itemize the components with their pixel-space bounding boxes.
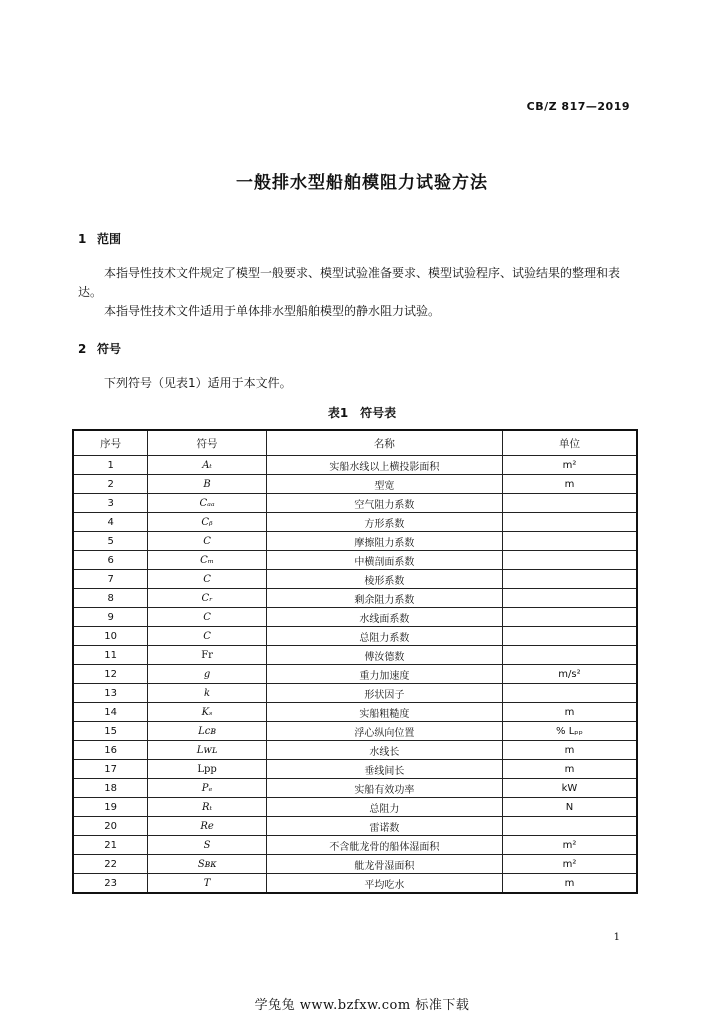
row-unit: m bbox=[502, 874, 637, 894]
table-row bbox=[73, 551, 637, 570]
row-index: 15 bbox=[73, 722, 148, 741]
header-symbol: 符号 bbox=[148, 430, 267, 456]
row-symbol: Aₜ bbox=[148, 456, 267, 475]
row-unit: m² bbox=[502, 456, 637, 475]
section-heading-symbols bbox=[78, 340, 121, 357]
row-symbol: S bbox=[148, 836, 267, 855]
row-index: 7 bbox=[73, 570, 148, 589]
row-symbol: Cᵦ bbox=[148, 513, 267, 532]
row-name: 雷诺数 bbox=[266, 817, 502, 836]
scope-paragraph-2: 本指导性技术文件适用于单体排水型船舶模型的静水阻力试验。 bbox=[104, 304, 441, 318]
table-row bbox=[73, 456, 637, 475]
row-symbol: Cᵣ bbox=[148, 589, 267, 608]
table-row bbox=[73, 532, 637, 551]
row-unit: m bbox=[502, 741, 637, 760]
table-caption bbox=[0, 404, 724, 421]
table-row bbox=[73, 722, 637, 741]
section-heading-scope bbox=[78, 230, 121, 247]
row-symbol: Fr bbox=[148, 646, 267, 665]
table-body bbox=[73, 456, 637, 894]
row-index: 22 bbox=[73, 855, 148, 874]
row-name: 中横剖面系数 bbox=[266, 551, 502, 570]
table-row bbox=[73, 760, 637, 779]
row-name: 水线面系数 bbox=[266, 608, 502, 627]
row-index: 12 bbox=[73, 665, 148, 684]
row-name: 舭龙骨湿面积 bbox=[266, 855, 502, 874]
table-row bbox=[73, 684, 637, 703]
row-symbol: C bbox=[148, 608, 267, 627]
section-title: 范围 bbox=[97, 232, 122, 246]
footer-watermark: 学兔兔 www.bzfxw.com 标准下载 bbox=[254, 998, 470, 1013]
header-name: 名称 bbox=[266, 430, 502, 456]
row-unit bbox=[502, 608, 637, 627]
row-symbol: Cₐₐ bbox=[148, 494, 267, 513]
row-name: 型宽 bbox=[266, 475, 502, 494]
row-index: 8 bbox=[73, 589, 148, 608]
row-index: 23 bbox=[73, 874, 148, 894]
row-name: 实船有效功率 bbox=[266, 779, 502, 798]
row-name: 实船水线以上横投影面积 bbox=[266, 456, 502, 475]
row-unit: m² bbox=[502, 836, 637, 855]
row-unit bbox=[502, 684, 637, 703]
header-index: 序号 bbox=[73, 430, 148, 456]
scope-paragraph-1: 本指导性技术文件规定了模型一般要求、模型试验准备要求、模型试验程序、试验结果的整理和表达。 bbox=[78, 266, 621, 299]
row-symbol: Sʙᴋ bbox=[148, 855, 267, 874]
row-name: 方形系数 bbox=[266, 513, 502, 532]
table-header-row bbox=[73, 430, 637, 456]
row-symbol: Rₜ bbox=[148, 798, 267, 817]
row-name: 重力加速度 bbox=[266, 665, 502, 684]
table-caption-title: 符号表 bbox=[360, 406, 397, 420]
table-row bbox=[73, 608, 637, 627]
row-unit bbox=[502, 589, 637, 608]
row-name: 形状因子 bbox=[266, 684, 502, 703]
row-unit bbox=[502, 627, 637, 646]
document-title: 一般排水型船舶模阻力试验方法 bbox=[236, 173, 488, 193]
row-name: 摩擦阻力系数 bbox=[266, 532, 502, 551]
page-number: 1 bbox=[613, 932, 620, 943]
row-index: 11 bbox=[73, 646, 148, 665]
row-name: 实船粗糙度 bbox=[266, 703, 502, 722]
table-row bbox=[73, 779, 637, 798]
table-row bbox=[73, 741, 637, 760]
row-index: 17 bbox=[73, 760, 148, 779]
table-row bbox=[73, 855, 637, 874]
table-caption-number: 表1 bbox=[327, 406, 349, 420]
row-symbol: Re bbox=[148, 817, 267, 836]
row-index: 1 bbox=[73, 456, 148, 475]
section-title: 符号 bbox=[97, 342, 122, 356]
row-symbol: Kₛ bbox=[148, 703, 267, 722]
row-index: 13 bbox=[73, 684, 148, 703]
row-name: 不含舭龙骨的船体湿面积 bbox=[266, 836, 502, 855]
table-row bbox=[73, 836, 637, 855]
row-symbol: Pₑ bbox=[148, 779, 267, 798]
row-unit bbox=[502, 817, 637, 836]
row-unit bbox=[502, 494, 637, 513]
table-row bbox=[73, 627, 637, 646]
row-unit bbox=[502, 646, 637, 665]
row-unit bbox=[502, 513, 637, 532]
table-row bbox=[73, 513, 637, 532]
row-name: 平均吃水 bbox=[266, 874, 502, 894]
row-symbol: Cₘ bbox=[148, 551, 267, 570]
section-number: 1 bbox=[78, 232, 87, 246]
row-unit bbox=[502, 532, 637, 551]
symbols-table bbox=[72, 429, 638, 894]
row-index: 18 bbox=[73, 779, 148, 798]
row-name: 棱形系数 bbox=[266, 570, 502, 589]
row-name: 水线长 bbox=[266, 741, 502, 760]
row-symbol: Lpp bbox=[148, 760, 267, 779]
row-index: 2 bbox=[73, 475, 148, 494]
row-symbol: C bbox=[148, 532, 267, 551]
row-unit bbox=[502, 551, 637, 570]
row-index: 6 bbox=[73, 551, 148, 570]
standard-code: CB/Z 817—2019 bbox=[526, 100, 630, 113]
row-index: 21 bbox=[73, 836, 148, 855]
row-symbol: T bbox=[148, 874, 267, 894]
row-symbol: k bbox=[148, 684, 267, 703]
row-index: 14 bbox=[73, 703, 148, 722]
row-index: 20 bbox=[73, 817, 148, 836]
row-index: 19 bbox=[73, 798, 148, 817]
row-index: 16 bbox=[73, 741, 148, 760]
row-index: 9 bbox=[73, 608, 148, 627]
row-name: 浮心纵向位置 bbox=[266, 722, 502, 741]
row-index: 10 bbox=[73, 627, 148, 646]
table-row bbox=[73, 665, 637, 684]
row-unit: % Lₚₚ bbox=[502, 722, 637, 741]
row-index: 5 bbox=[73, 532, 148, 551]
row-unit: m/s² bbox=[502, 665, 637, 684]
row-index: 4 bbox=[73, 513, 148, 532]
row-name: 总阻力系数 bbox=[266, 627, 502, 646]
table-row bbox=[73, 589, 637, 608]
row-name: 剩余阻力系数 bbox=[266, 589, 502, 608]
row-name: 傅汝德数 bbox=[266, 646, 502, 665]
symbols-intro: 下列符号（见表1）适用于本文件。 bbox=[104, 376, 292, 390]
row-name: 空气阻力系数 bbox=[266, 494, 502, 513]
row-unit: N bbox=[502, 798, 637, 817]
section-number: 2 bbox=[78, 342, 87, 356]
row-unit bbox=[502, 570, 637, 589]
table-row bbox=[73, 570, 637, 589]
row-symbol: B bbox=[148, 475, 267, 494]
row-symbol: Lᴡʟ bbox=[148, 741, 267, 760]
row-symbol: g bbox=[148, 665, 267, 684]
row-unit: m bbox=[502, 703, 637, 722]
row-name: 垂线间长 bbox=[266, 760, 502, 779]
table-row bbox=[73, 817, 637, 836]
row-symbol: Lcʙ bbox=[148, 722, 267, 741]
row-unit: m bbox=[502, 760, 637, 779]
row-name: 总阻力 bbox=[266, 798, 502, 817]
table-row bbox=[73, 874, 637, 894]
row-unit: m bbox=[502, 475, 637, 494]
row-index: 3 bbox=[73, 494, 148, 513]
row-unit: m² bbox=[502, 855, 637, 874]
table-row bbox=[73, 703, 637, 722]
row-symbol: C bbox=[148, 570, 267, 589]
table-row bbox=[73, 494, 637, 513]
row-symbol: C bbox=[148, 627, 267, 646]
row-unit: kW bbox=[502, 779, 637, 798]
table-row bbox=[73, 475, 637, 494]
header-unit: 单位 bbox=[502, 430, 637, 456]
table-row bbox=[73, 798, 637, 817]
table-row bbox=[73, 646, 637, 665]
